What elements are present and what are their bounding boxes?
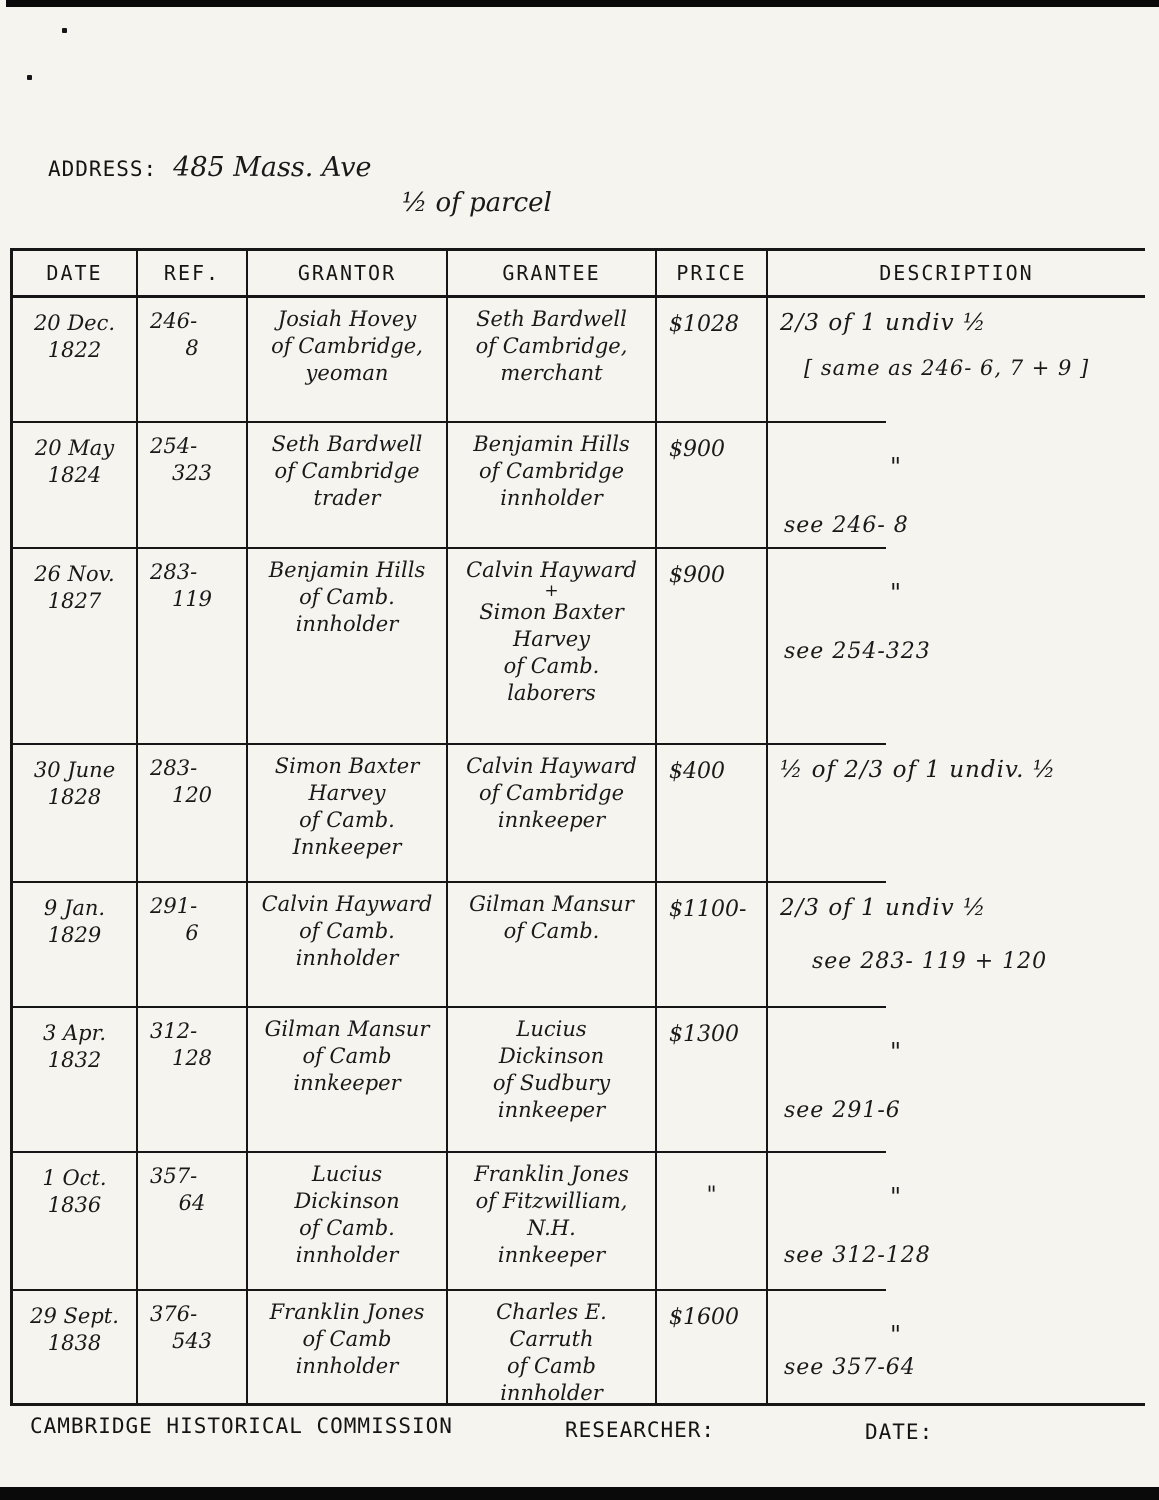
cell-line: 357- [150,1164,198,1188]
cell-ref [136,1153,246,1291]
cell-line: of Camb [506,1354,597,1378]
cell-line: 1 Oct. [42,1166,107,1190]
description-see-ref: see 357-64 [784,1355,916,1380]
ditto-mark: " [890,1038,902,1066]
cell-line: 20 May [34,436,115,460]
cell-ref [136,1291,246,1403]
cell-line: of Cambridge [274,459,420,483]
cell-line: yeoman [305,361,389,385]
cell-line: Benjamin Hills [268,558,426,582]
cell-line: innholder [295,1243,399,1267]
column-header-label: DATE [46,261,103,285]
column-header [766,251,1145,298]
cell-ref [136,1008,246,1153]
cell-line: of Cambridge [478,781,625,805]
ditto-mark: " [890,1183,902,1211]
cell-grantor [246,883,446,1008]
cell-date [13,1153,136,1291]
cell-line: 30 June [33,758,116,782]
price-value: " [706,1183,717,1208]
cell-line: of Camb. [299,1216,395,1240]
date-label: DATE: [865,1420,934,1444]
deed-table [10,248,1145,1406]
cell-description [766,549,1145,745]
cell-grantor [246,423,446,549]
cell-description [766,298,1145,423]
cell-line: of Camb. [299,808,395,832]
cell-date [13,423,136,549]
address-value: 485 Mass. Ave [173,152,372,183]
cell-description [766,883,1145,1008]
scan-speck [62,28,67,33]
cell-date [13,883,136,1008]
price-value: $900 [669,563,725,588]
description-see-ref: see 312-128 [784,1243,931,1268]
column-header [136,251,246,298]
cell-date [13,1291,136,1403]
cell-price [655,883,766,1008]
cell-line: Calvin Hayward [261,892,433,916]
cell-line: 1836 [47,1193,102,1217]
cell-line: Seth Bardwell [476,307,627,331]
cell-grantor [246,1153,446,1291]
cell-line: of Camb [302,1044,392,1068]
cell-line: + [544,581,559,601]
cell-line: 1828 [47,785,102,809]
cell-description [766,1153,1145,1291]
cell-line: 283- [150,756,198,780]
column-header-label: DESCRIPTION [879,261,1034,285]
cell-line: 1829 [47,923,102,947]
cell-line: 376- [150,1302,198,1326]
cell-line: N.H. [527,1216,576,1240]
cell-line: Dickinson [294,1189,400,1213]
cell-line: of Fitzwilliam, [475,1189,628,1213]
cell-ref [136,549,246,745]
cell-ref [136,883,246,1008]
cell-price [655,423,766,549]
cell-grantee [446,1291,655,1403]
cell-line: 1838 [47,1331,102,1355]
cell-line: Franklin Jones [269,1300,425,1324]
description-main: 2/3 of 1 undiv ½ [780,895,987,921]
cell-ref [136,298,246,423]
scan-edge-top [6,0,1159,7]
cell-line: Lucius [516,1017,587,1041]
cell-line: Innkeeper [292,835,402,859]
address-label: ADDRESS: [48,157,158,181]
cell-date [13,745,136,883]
description-note: [ same as 246- 6, 7 + 9 ] [804,356,1090,380]
cell-price [655,549,766,745]
price-value: $1028 [669,312,739,337]
cell-line: Charles E. [496,1300,607,1324]
cell-line: innholder [500,486,603,510]
cell-date [13,549,136,745]
cell-line: 128 [171,1046,213,1070]
cell-line: 120 [171,783,213,807]
cell-line: Lucius [311,1162,383,1186]
cell-line: 312- [150,1019,198,1043]
cell-line: 1832 [47,1048,102,1072]
description-main: 2/3 of 1 undiv ½ [780,310,987,336]
cell-line: innkeeper [497,1243,606,1267]
cell-price [655,745,766,883]
cell-grantee [446,1153,655,1291]
description-see-ref: see 246- 8 [784,513,909,538]
cell-line: 3 Apr. [42,1021,107,1045]
cell-line: innholder [295,946,399,970]
researcher-label: RESEARCHER: [565,1418,716,1442]
cell-line: Simon Baxter [479,600,624,624]
cell-line: Dickinson [498,1044,605,1068]
column-header [246,251,446,298]
cell-line: innkeeper [293,1071,401,1095]
cell-line: Gilman Mansur [264,1017,430,1041]
cell-grantee [446,883,655,1008]
cell-line: 1822 [47,338,102,362]
description-see-ref: see 291-6 [784,1098,901,1123]
cell-line: 283- [150,560,198,584]
cell-grantor [246,1291,446,1403]
cell-line: innkeeper [497,808,606,832]
cell-grantor [246,745,446,883]
cell-line: Josiah Hovey [277,307,417,331]
cell-line: 1827 [47,589,102,613]
cell-grantee [446,745,655,883]
cell-grantee [446,298,655,423]
column-header-label: PRICE [676,261,747,285]
price-value: $1100- [669,897,747,922]
cell-line: 6 [185,921,199,945]
cell-description [766,423,1145,549]
cell-line: innholder [500,1381,603,1403]
cell-line: Franklin Jones [474,1162,629,1186]
cell-line: of Camb. [299,585,395,609]
cell-line: 9 Jan. [43,896,106,920]
cell-line: Simon Baxter [274,754,420,778]
column-header-label: GRANTEE [502,261,601,285]
cell-line: of Camb. [503,654,600,678]
cell-line: innholder [295,1354,399,1378]
cell-description [766,745,1145,883]
ditto-mark: " [890,1321,902,1349]
cell-line: 20 Dec. [33,311,116,335]
ditto-mark: " [890,453,902,481]
description-see-ref: see 254-323 [784,639,931,664]
column-header [655,251,766,298]
cell-line: Seth Bardwell [271,432,423,456]
cell-line: innholder [295,612,399,636]
cell-line: Calvin Hayward [466,558,637,582]
cell-grantee [446,423,655,549]
cell-line: of Camb. [299,919,395,943]
column-header-label: GRANTOR [297,261,397,285]
cell-line: Harvey [308,781,386,805]
cell-line: of Sudbury [492,1071,611,1095]
scan-speck [27,75,32,80]
column-header [13,251,136,298]
cell-price [655,1008,766,1153]
description-see-ref: see 283- 119 + 120 [812,949,1048,974]
cell-grantor [246,298,446,423]
cell-line: Gilman Mansur [469,892,634,916]
cell-description [766,1291,1145,1403]
cell-grantee [446,1008,655,1153]
cell-line: 323 [171,461,213,485]
cell-line: 64 [178,1191,206,1215]
cell-date [13,1008,136,1153]
cell-line: 254- [150,434,198,458]
column-header [446,251,655,298]
cell-grantor [246,549,446,745]
cell-description [766,1008,1145,1153]
cell-line: Benjamin Hills [473,432,630,456]
cell-price [655,1153,766,1291]
cell-line: 119 [171,587,213,611]
cell-line: Harvey [512,627,591,651]
cell-line: of Cambridge, [271,334,423,358]
cell-price [655,1291,766,1403]
cell-line: of Cambridge [478,459,625,483]
cell-ref [136,745,246,883]
address-row [48,152,372,183]
parcel-note: ½ of parcel [402,188,552,218]
description-main: ½ of 2/3 of 1 undiv. ½ [780,757,1057,783]
ditto-mark: " [890,579,902,607]
cell-line: merchant [500,361,603,385]
footer-organization: CAMBRIDGE HISTORICAL COMMISSION [30,1414,453,1438]
price-value: $900 [669,437,725,462]
cell-ref [136,423,246,549]
column-header-label: REF. [163,261,221,285]
cell-line: 26 Nov. [34,562,115,586]
cell-date [13,298,136,423]
price-value: $1300 [669,1022,739,1047]
cell-line: Carruth [509,1327,594,1351]
cell-line: trader [313,486,381,510]
cell-line: 291- [150,894,198,918]
cell-line: 246- [150,309,198,333]
cell-grantor [246,1008,446,1153]
cell-line: Calvin Hayward [466,754,637,778]
cell-line: 1824 [47,463,102,487]
cell-line: of Camb [302,1327,392,1351]
cell-line: 8 [185,336,199,360]
cell-line: 543 [171,1329,213,1353]
cell-line: innkeeper [497,1098,606,1122]
price-value: $1600 [669,1305,739,1330]
cell-line: 29 Sept. [30,1304,119,1328]
cell-grantee [446,549,655,745]
cell-line: of Camb. [503,919,600,943]
price-value: $400 [669,759,725,784]
scan-edge-bottom [0,1487,1159,1500]
cell-line: laborers [507,681,596,705]
cell-price [655,298,766,423]
cell-line: of Cambridge, [475,334,628,358]
